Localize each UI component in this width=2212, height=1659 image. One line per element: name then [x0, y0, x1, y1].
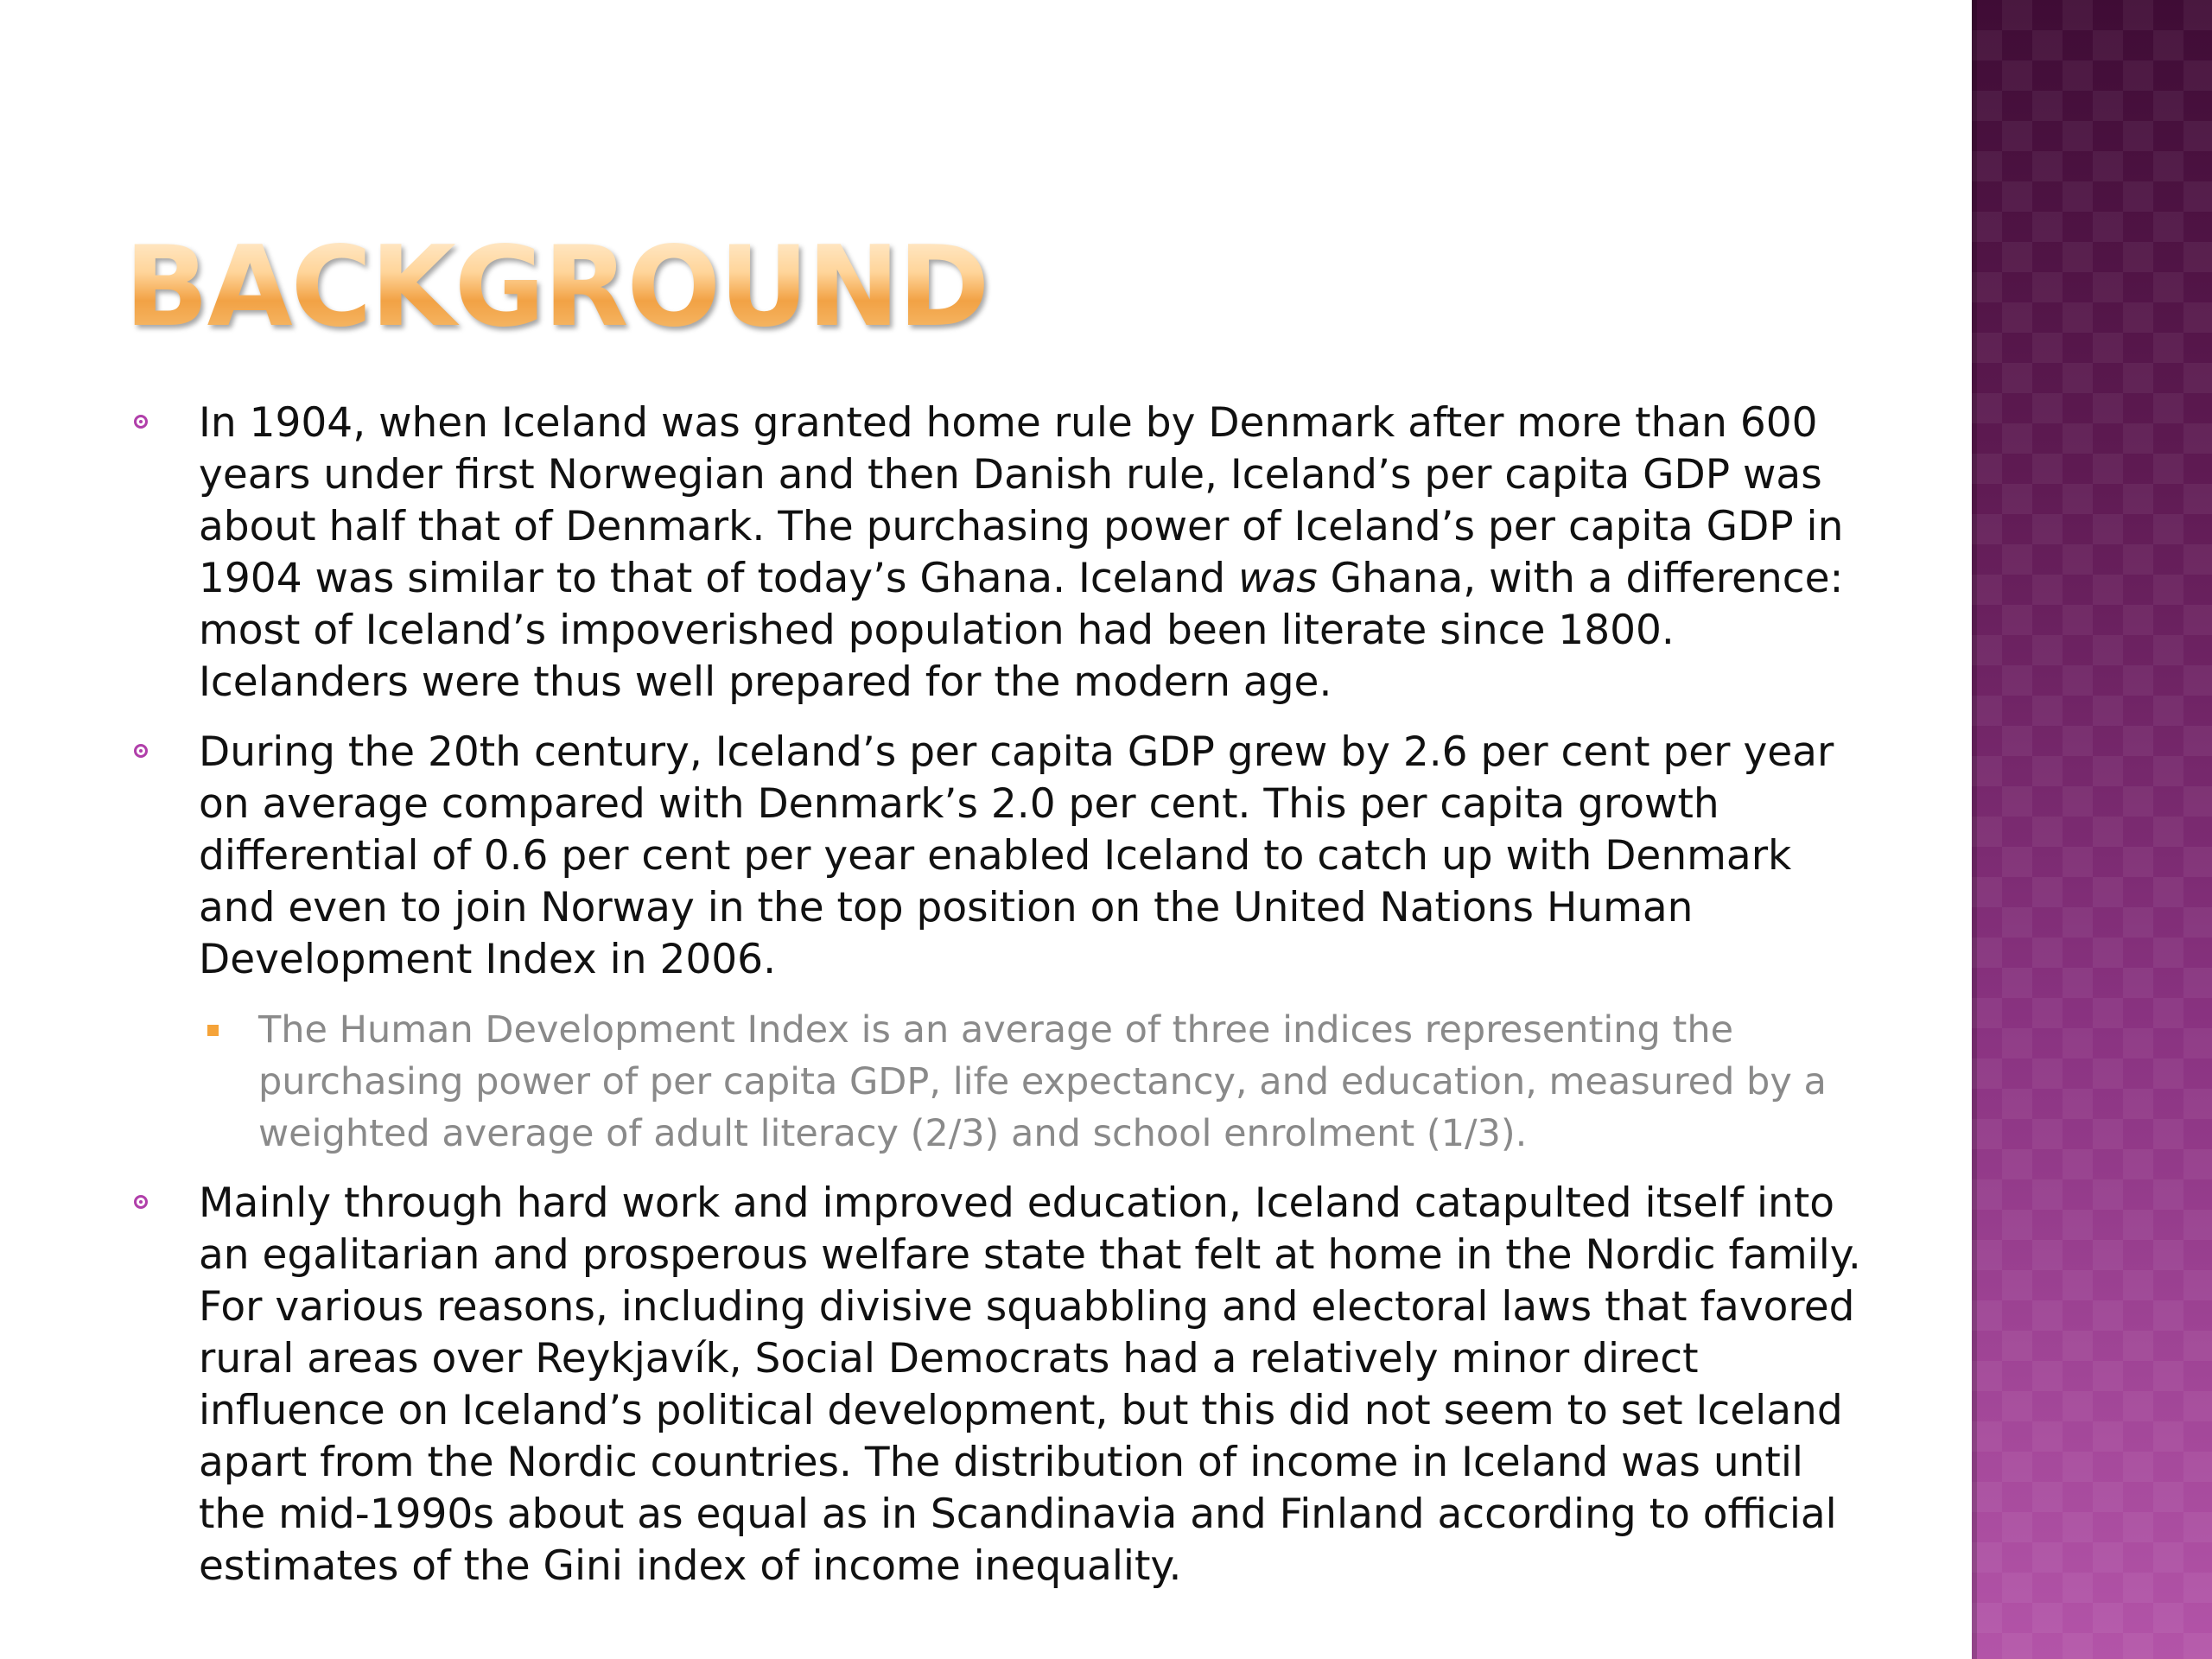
bullet-item-2 — [130, 727, 1875, 986]
circle-bullet-icon — [134, 415, 148, 429]
sub-bullet-text: The Human Development Index is an average of three indices representing the purchasing power of per capita GDP, life expectancy, and education, measured by a weighted average of adult literacy (2/3) and school enrolment (1/3). — [258, 1008, 1827, 1155]
bullet-text-2: During the 20th century, Iceland’s per capita GDP grew by 2.6 per cent per year on average compared with Denmark’s 2.0 per cent. This per capita growth differential of 0.6 per cent per year enabled Iceland to catch up with Denmark and even to join Norway in the top position on the United Nations Human Development Index in 2006. — [199, 728, 1834, 983]
slide-body — [130, 397, 1875, 1611]
circle-bullet-icon — [134, 1195, 148, 1209]
slide-title: BACKGROUND — [124, 223, 988, 352]
bullet-text-1-before: In 1904, when Iceland was granted home rule by Denmark after more than 600 years under first Norwegian and then Danish rule, Iceland’s per capita GDP was about half that of Denmark. The purchasing power of Iceland’s per capita GDP in 1904 was similar to that of today’s Ghana. Iceland — [199, 399, 1844, 602]
square-bullet-icon — [207, 1025, 219, 1036]
bullet-item-1 — [130, 397, 1875, 709]
bullet-list — [130, 397, 1875, 1592]
circle-bullet-icon — [134, 744, 148, 758]
decorative-side-panel — [1972, 0, 2212, 1659]
bullet-text-3: Mainly through hard work and improved education, Iceland catapulted itself into an egalitarian and prosperous welfare state that felt at home in the Nordic family. For various reasons, including divisive squabbling and electoral laws that favored rural areas over Reykjavík, Social Democrats had a relatively minor direct influence on Iceland’s political development, but this did not seem to set Iceland apart from the Nordic countries. The distribution of income in Iceland was until the mid-1990s about as equal as in Scandinavia and Finland according to official estimates of the Gini index of income inequality. — [199, 1179, 1861, 1590]
bullet-text-1-emphasis: was — [1238, 555, 1318, 602]
bullet-item-3 — [130, 1178, 1875, 1592]
bullet-text-1-after: Ghana, with a difference: most of Iceland’s impoverished population had been literate since 1800. Icelanders were thus well prepared for the modern age. — [199, 555, 1844, 706]
sub-bullet-item — [130, 1004, 1875, 1160]
